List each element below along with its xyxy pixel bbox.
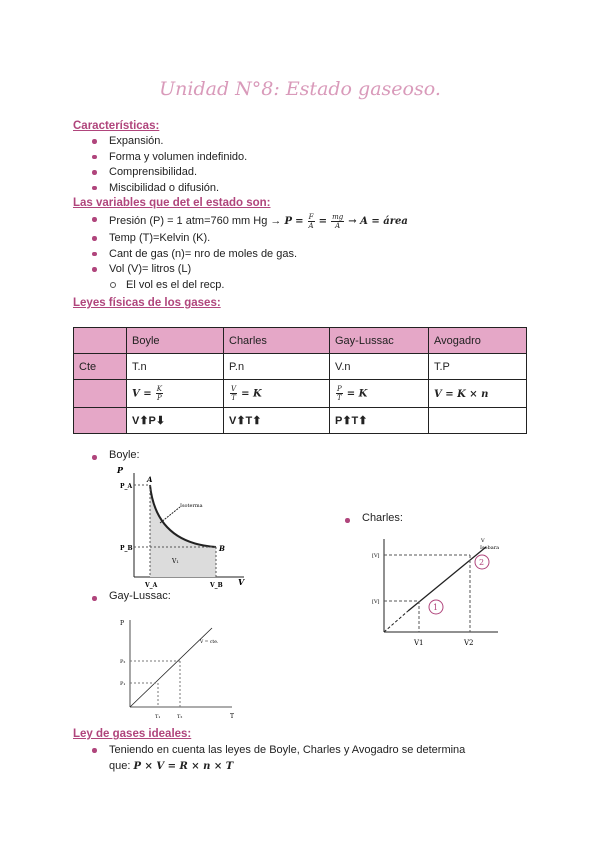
charles-graph — [368, 535, 508, 655]
table-row — [74, 408, 527, 434]
table-cell — [74, 328, 127, 354]
table-header: Boyle — [127, 328, 224, 354]
table-cell-trend — [429, 408, 527, 434]
fraction-den: A — [335, 221, 341, 230]
fraction-num: mg — [332, 212, 344, 221]
table-cell-trend: V⬆T⬆ — [224, 408, 330, 434]
table-row-label: Cte — [74, 354, 127, 380]
marker-label: 1 — [433, 603, 439, 612]
fraction-num: V — [231, 385, 237, 393]
list-item: Miscibilidad o difusión. — [90, 181, 247, 197]
axis-label-y: P — [120, 620, 125, 627]
table-cell — [74, 380, 127, 408]
gay-lussac-label: Gay-Lussac: — [109, 590, 171, 602]
list-item — [90, 743, 465, 774]
table-cell: T.n — [127, 354, 224, 380]
table-header: Avogadro — [429, 328, 527, 354]
formula-fraction — [336, 385, 343, 402]
callout-line — [160, 507, 180, 523]
tick-label: V1 — [414, 639, 424, 647]
formula-fraction — [156, 385, 163, 402]
work-area — [150, 485, 216, 577]
tick-label: V_A — [145, 582, 158, 589]
bullet-icon — [92, 455, 97, 460]
table-header: Charles — [224, 328, 330, 354]
table-cell-trend: V⬆P⬇ — [127, 408, 224, 434]
line-label: Isobara — [480, 545, 500, 551]
table-cell-formula — [429, 380, 527, 408]
table-row — [74, 354, 527, 380]
table-cell — [74, 408, 127, 434]
ideal-gas-formula: P × V = R × n × T — [133, 760, 234, 772]
presion-formula-p: P — [284, 216, 292, 227]
line-label: V = cte. — [200, 640, 219, 645]
formula-rhs: = K — [241, 388, 262, 400]
tick-label: [V] — [372, 553, 380, 559]
fraction-num: P — [337, 385, 342, 393]
table-cell-formula — [127, 380, 224, 408]
caracteristicas-list — [90, 134, 247, 196]
fraction-den: T — [231, 394, 236, 402]
list-item: Cant de gas (n)= nro de moles de gas. — [90, 247, 408, 263]
point-label: B — [219, 544, 225, 553]
ideales-list — [90, 743, 465, 774]
fraction-num: K — [156, 385, 162, 393]
fraction-den: A — [308, 221, 314, 230]
table-cell: P.n — [224, 354, 330, 380]
presion-text: Presión (P) = 1 atm=760 mm Hg → — [109, 215, 282, 227]
axis-label-y: P — [117, 465, 124, 475]
leyes-heading: Leyes físicas de los gases: — [73, 297, 221, 309]
table-cell: T.P — [429, 354, 527, 380]
formula-fraction — [230, 385, 237, 402]
area-label: V₁ — [172, 558, 179, 565]
curve-label: Isoterma — [180, 503, 203, 509]
bullet-icon — [345, 518, 350, 523]
bullet-icon — [92, 596, 97, 601]
extrapolation-line — [384, 611, 408, 632]
point-label: A — [147, 475, 153, 484]
list-item: Forma y volumen indefinido. — [90, 150, 247, 166]
table-cell-formula — [224, 380, 330, 408]
presion-eq-1: = — [295, 216, 304, 227]
axis-label-x: T — [230, 713, 235, 720]
formula-rhs: = K — [346, 388, 368, 400]
ideales-heading: Ley de gases ideales: — [73, 728, 192, 740]
table-row — [74, 380, 527, 408]
axis-label-y: V — [481, 538, 485, 544]
marker-label: 2 — [479, 558, 485, 567]
tick-label: P_A — [120, 483, 133, 490]
table-header: Gay-Lussac — [330, 328, 429, 354]
presion-eq-2: = — [318, 216, 328, 227]
charles-label: Charles: — [362, 512, 403, 524]
formula-lhs: V = — [132, 388, 152, 400]
caracteristicas-heading: Características: — [73, 120, 160, 132]
presion-formula-tail: → A = área — [348, 216, 408, 227]
tick-label: P_B — [120, 545, 133, 552]
table-row — [74, 328, 527, 354]
sub-list-item: El vol es el del recp. — [90, 278, 408, 294]
tick-label: V_B — [210, 582, 223, 589]
tick-label: P₁ — [120, 681, 126, 687]
list-item-presion — [90, 212, 408, 231]
variables-list — [90, 212, 408, 293]
list-item: Comprensibilidad. — [90, 165, 247, 181]
fraction-den: P — [156, 394, 162, 402]
ideales-text: Teniendo en cuenta las leyes de Boyle, Charles y Avogadro se determina — [109, 744, 466, 756]
tick-label: T₂ — [177, 714, 183, 720]
tick-label: T₁ — [155, 714, 161, 720]
axis-label-x: V — [238, 577, 245, 587]
fraction-f-over-a — [308, 213, 315, 230]
formula-avogadro: V = K × n — [434, 388, 489, 400]
leyes-table — [73, 327, 527, 434]
table-cell-formula — [330, 380, 429, 408]
tick-label: V2 — [464, 639, 474, 647]
tick-label: P₂ — [120, 659, 126, 665]
tick-label: [V] — [372, 599, 380, 605]
fraction-den: T — [337, 394, 342, 402]
ideales-text-2: que: — [109, 759, 131, 772]
variables-heading: Las variables que det el estado son: — [73, 197, 271, 209]
list-item: Vol (V)= litros (L) — [90, 262, 408, 278]
list-item: Expansión. — [90, 134, 247, 150]
boyle-label: Boyle: — [109, 449, 140, 461]
isobar-line — [408, 547, 486, 611]
boyle-graph — [112, 465, 252, 590]
fraction-num: F — [308, 212, 314, 221]
fraction-mg-over-a — [331, 213, 344, 230]
page-title: Unidad N°8: Estado gaseoso. — [159, 78, 441, 100]
table-cell-trend: P⬆T⬆ — [330, 408, 429, 434]
table-cell: V.n — [330, 354, 429, 380]
list-item: Temp (T)=Kelvin (K). — [90, 231, 408, 247]
gay-lussac-graph — [118, 615, 238, 725]
